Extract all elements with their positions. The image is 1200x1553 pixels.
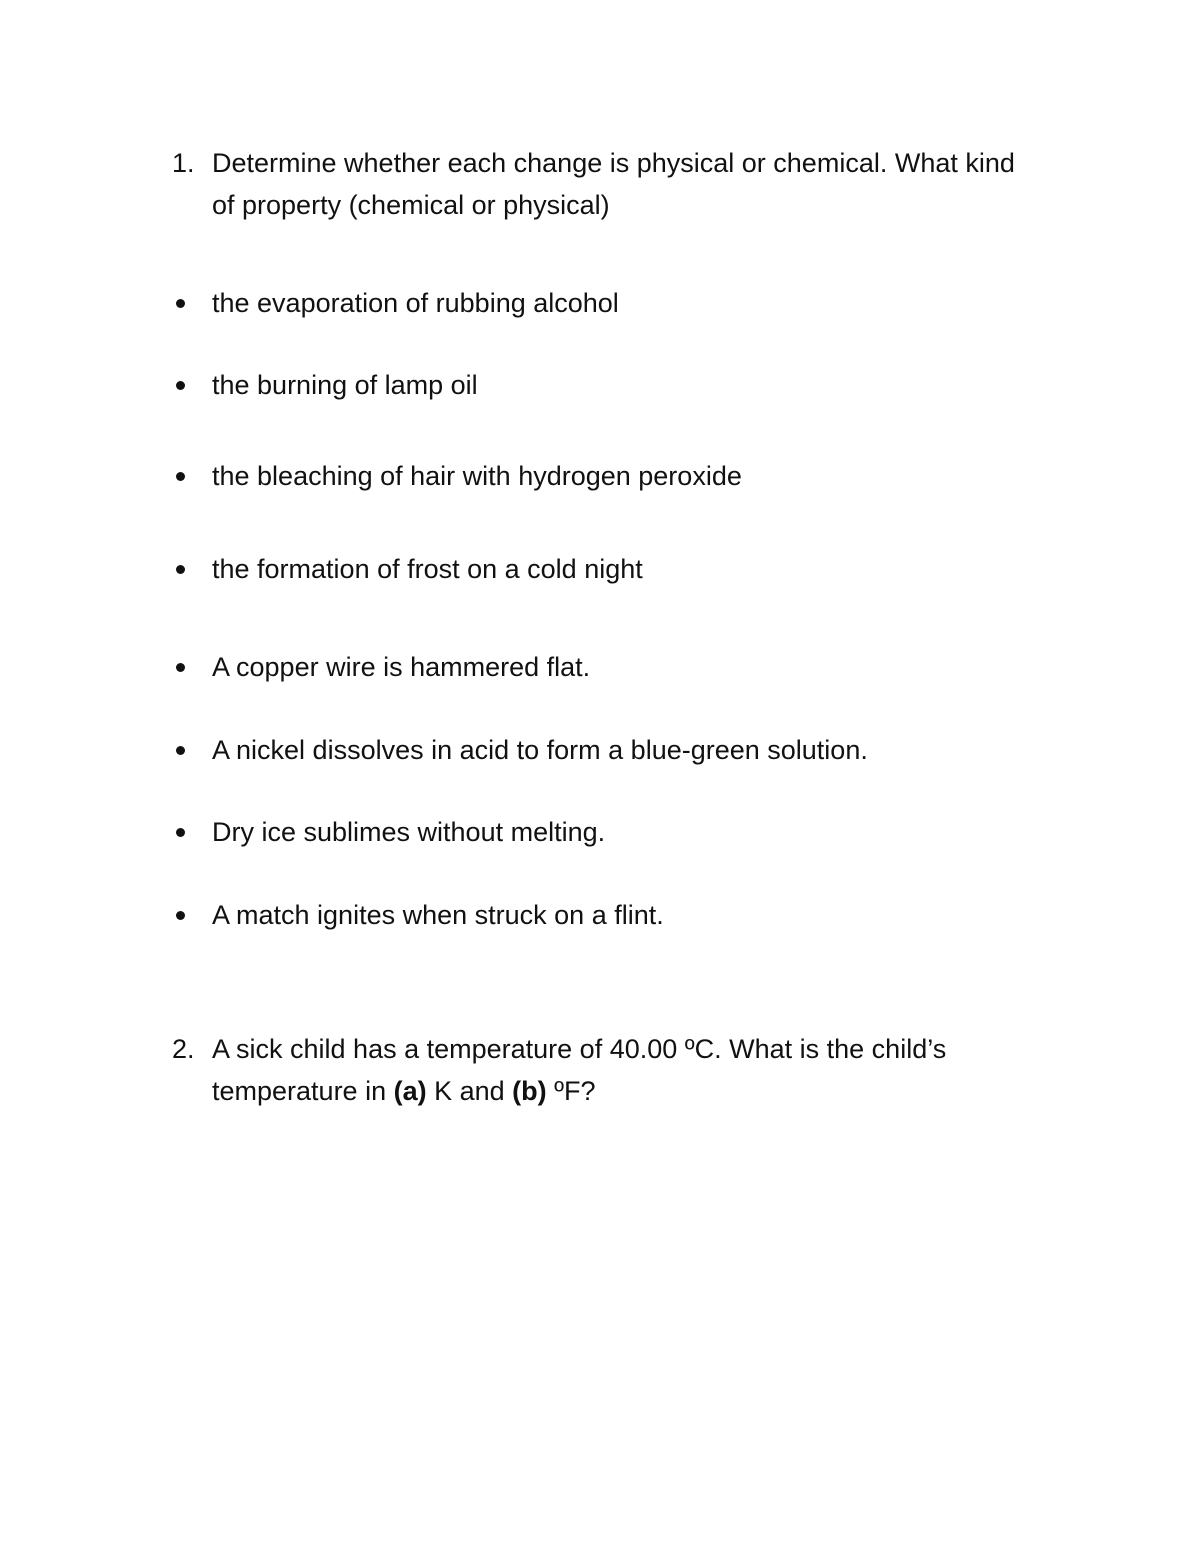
- question-number: 1.: [172, 148, 195, 178]
- list-item-text: A match ignites when struck on a flint.: [212, 900, 664, 930]
- list-item-text: the evaporation of rubbing alcohol: [212, 288, 619, 318]
- bullet-icon: [176, 299, 185, 308]
- question-text: [212, 1028, 1032, 1112]
- question-number: 2.: [172, 1034, 195, 1064]
- list-item: [172, 286, 1072, 320]
- question-1: [172, 142, 1032, 226]
- bullet-icon: [176, 828, 185, 837]
- list-item: [172, 650, 1072, 684]
- list-item-text: the burning of lamp oil: [212, 370, 478, 400]
- bullet-icon: [176, 472, 185, 481]
- list-item: [172, 368, 1072, 402]
- list-item: [172, 898, 1072, 932]
- bullet-icon: [176, 663, 185, 672]
- list-item-text: A nickel dissolves in acid to form a blue-green solution.: [212, 735, 868, 765]
- bullet-icon: [176, 746, 185, 755]
- list-item-text: the formation of frost on a cold night: [212, 554, 643, 584]
- question-text-part: K and: [426, 1076, 513, 1106]
- question-text: Determine whether each change is physical or chemical. What kind of property (chemical or physical): [212, 148, 1015, 220]
- part-b-label: (b): [512, 1076, 547, 1106]
- bullet-icon: [176, 911, 185, 920]
- bullet-icon: [176, 565, 185, 574]
- bullet-icon: [176, 381, 185, 390]
- list-item-text: the bleaching of hair with hydrogen peroxide: [212, 461, 742, 491]
- part-a-label: (a): [393, 1076, 427, 1106]
- list-item: [172, 459, 1072, 493]
- question-text-part: ºF?: [546, 1076, 596, 1106]
- list-item: [172, 815, 1072, 849]
- question-2: [172, 1028, 1032, 1112]
- list-item-text: Dry ice sublimes without melting.: [212, 817, 606, 847]
- list-item: [172, 552, 1072, 586]
- list-item: [172, 733, 1072, 767]
- question-text-part: A sick child has a temperature of 40.00 ºC. What is the child’s temperature in: [212, 1034, 947, 1106]
- list-item-text: A copper wire is hammered flat.: [212, 652, 591, 682]
